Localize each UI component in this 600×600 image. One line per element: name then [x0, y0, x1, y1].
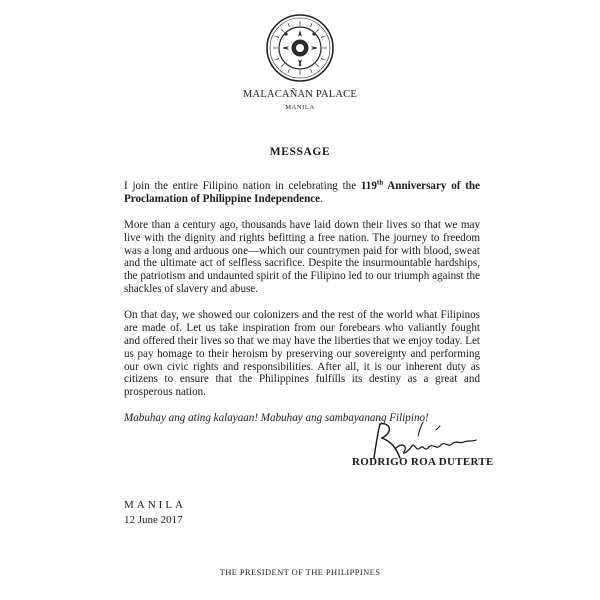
message-body — [124, 180, 480, 439]
paragraph-history: More than a century ago, thousands have laid down their lives so that we may live with the dignity and rights befitting a free nation. The journey to freedom was a long and arduous one—which our countrymen paid for with blood, sweat and the ultimate act of selfless sacrifice. Despite the insurmountable hardships, the patriotism and undaunted spirit of the Filipino led to our triumph against the shackles of slavery and abuse. — [124, 219, 480, 296]
ordinal-suffix: th — [376, 178, 384, 187]
dateline-date: 12 June 2017 — [124, 514, 183, 526]
message-heading: MESSAGE — [269, 146, 331, 158]
signatory-name: RODRIGO ROA DUTERTE — [352, 456, 494, 468]
presidential-seal-icon — [265, 13, 335, 83]
anniversary-ordinal: 119 — [360, 180, 377, 192]
paragraph-intro — [124, 180, 480, 206]
dateline-place: MANILA — [124, 499, 186, 511]
intro-text: I join the entire Filipino nation in celebrating the — [124, 180, 361, 192]
closing-line: Mabuhay ang ating kalayaan! Mabuhay ang sambayanang Filipino! — [124, 412, 429, 425]
palace-name: MALACAÑAN PALACE — [243, 89, 357, 100]
footer-title: THE PRESIDENT OF THE PHILIPPINES — [219, 567, 381, 577]
palace-city: MANILA — [285, 104, 315, 111]
intro-period: . — [320, 192, 323, 205]
anniversary-title: Anniversary of the Proclamation of Philippine Independence — [124, 180, 480, 205]
paragraph-inspiration: On that day, we showed our colonizers and the rest of the world what Filipinos are made of. Let us take inspiration from our forebears who valiantly fought and offered their lives so that we may have the liberties that we enjoy today. Let us pay homage to their heroism by preserving our sovereignty and performing our own civic rights and responsibilities. After all, it is our inherent duty as citizens to ensure that the Philippines fulfills its destiny as a great and prosperous nation. — [124, 309, 480, 399]
